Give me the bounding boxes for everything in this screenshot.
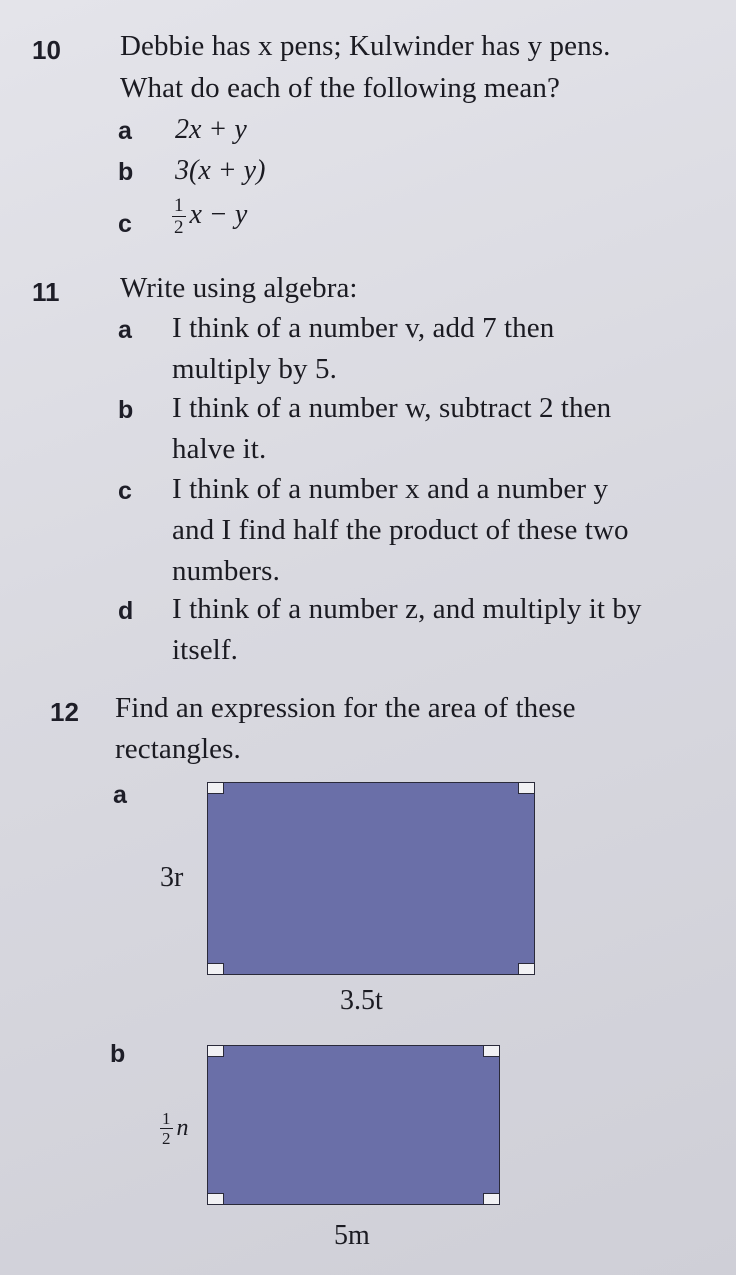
- corner-marker: [207, 1045, 224, 1057]
- one-half-fraction: $\frac{1}{2}$: [174, 195, 184, 238]
- q11-part-d-line2: itself.: [172, 634, 238, 666]
- q11-part-c-line1: I think of a number x and a number y: [172, 473, 609, 505]
- q10-part-b-expression: 3(x + y): [175, 155, 266, 186]
- q11-part-c-line2: and I find half the product of these two: [172, 514, 629, 546]
- q11-part-b-line2: halve it.: [172, 433, 267, 465]
- corner-marker: [518, 963, 535, 975]
- q11-prompt: Write using algebra:: [120, 272, 358, 304]
- q11-part-b-line1: I think of a number w, subtract 2 then: [172, 392, 612, 424]
- question-number-11: 11: [32, 277, 60, 307]
- q11-part-d-letter: d: [118, 597, 134, 625]
- q10-part-c-expression: $\frac{1}{2}$ x − y: [174, 195, 248, 238]
- q12-prompt-line2: rectangles.: [115, 733, 241, 765]
- one-half-fraction: $\frac{1}{2}$: [162, 1109, 171, 1148]
- rectangle-b-width-label: 5m: [334, 1220, 370, 1251]
- q10-part-a-letter: a: [118, 117, 132, 145]
- rectangle-b: [207, 1045, 500, 1205]
- q11-part-b-letter: b: [118, 396, 134, 424]
- q10-question: What do each of the following mean?: [120, 72, 560, 104]
- q12-part-b-letter: b: [110, 1040, 126, 1068]
- q12-part-a-letter: a: [113, 781, 127, 809]
- q11-part-c-letter: c: [118, 477, 132, 505]
- q12-prompt-line1: Find an expression for the area of these: [115, 692, 576, 724]
- corner-marker: [207, 963, 224, 975]
- q11-part-a-letter: a: [118, 316, 132, 344]
- q10-part-a-expression: 2x + y: [175, 114, 247, 145]
- q11-part-a-line2: multiply by 5.: [172, 353, 337, 385]
- rectangle-a: [207, 782, 535, 975]
- rectangle-a-width-label: 3.5t: [340, 985, 383, 1016]
- q11-part-c-line3: numbers.: [172, 555, 280, 587]
- q10-statement: Debbie has x pens; Kulwinder has y pens.: [120, 30, 611, 62]
- corner-marker: [483, 1193, 500, 1205]
- corner-marker: [207, 782, 224, 794]
- rectangle-b-height-label: $\frac{1}{2}$ n: [162, 1109, 189, 1148]
- q11-part-a-line1: I think of a number v, add 7 then: [172, 312, 555, 344]
- corner-marker: [207, 1193, 224, 1205]
- q10-part-c-letter: c: [118, 210, 132, 238]
- q11-part-d-line1: I think of a number z, and multiply it by: [172, 593, 642, 625]
- rectangle-a-height-label: 3r: [160, 862, 184, 893]
- question-number-10: 10: [32, 35, 61, 65]
- corner-marker: [518, 782, 535, 794]
- q10-part-b-letter: b: [118, 158, 134, 186]
- question-number-12: 12: [50, 697, 79, 727]
- corner-marker: [483, 1045, 500, 1057]
